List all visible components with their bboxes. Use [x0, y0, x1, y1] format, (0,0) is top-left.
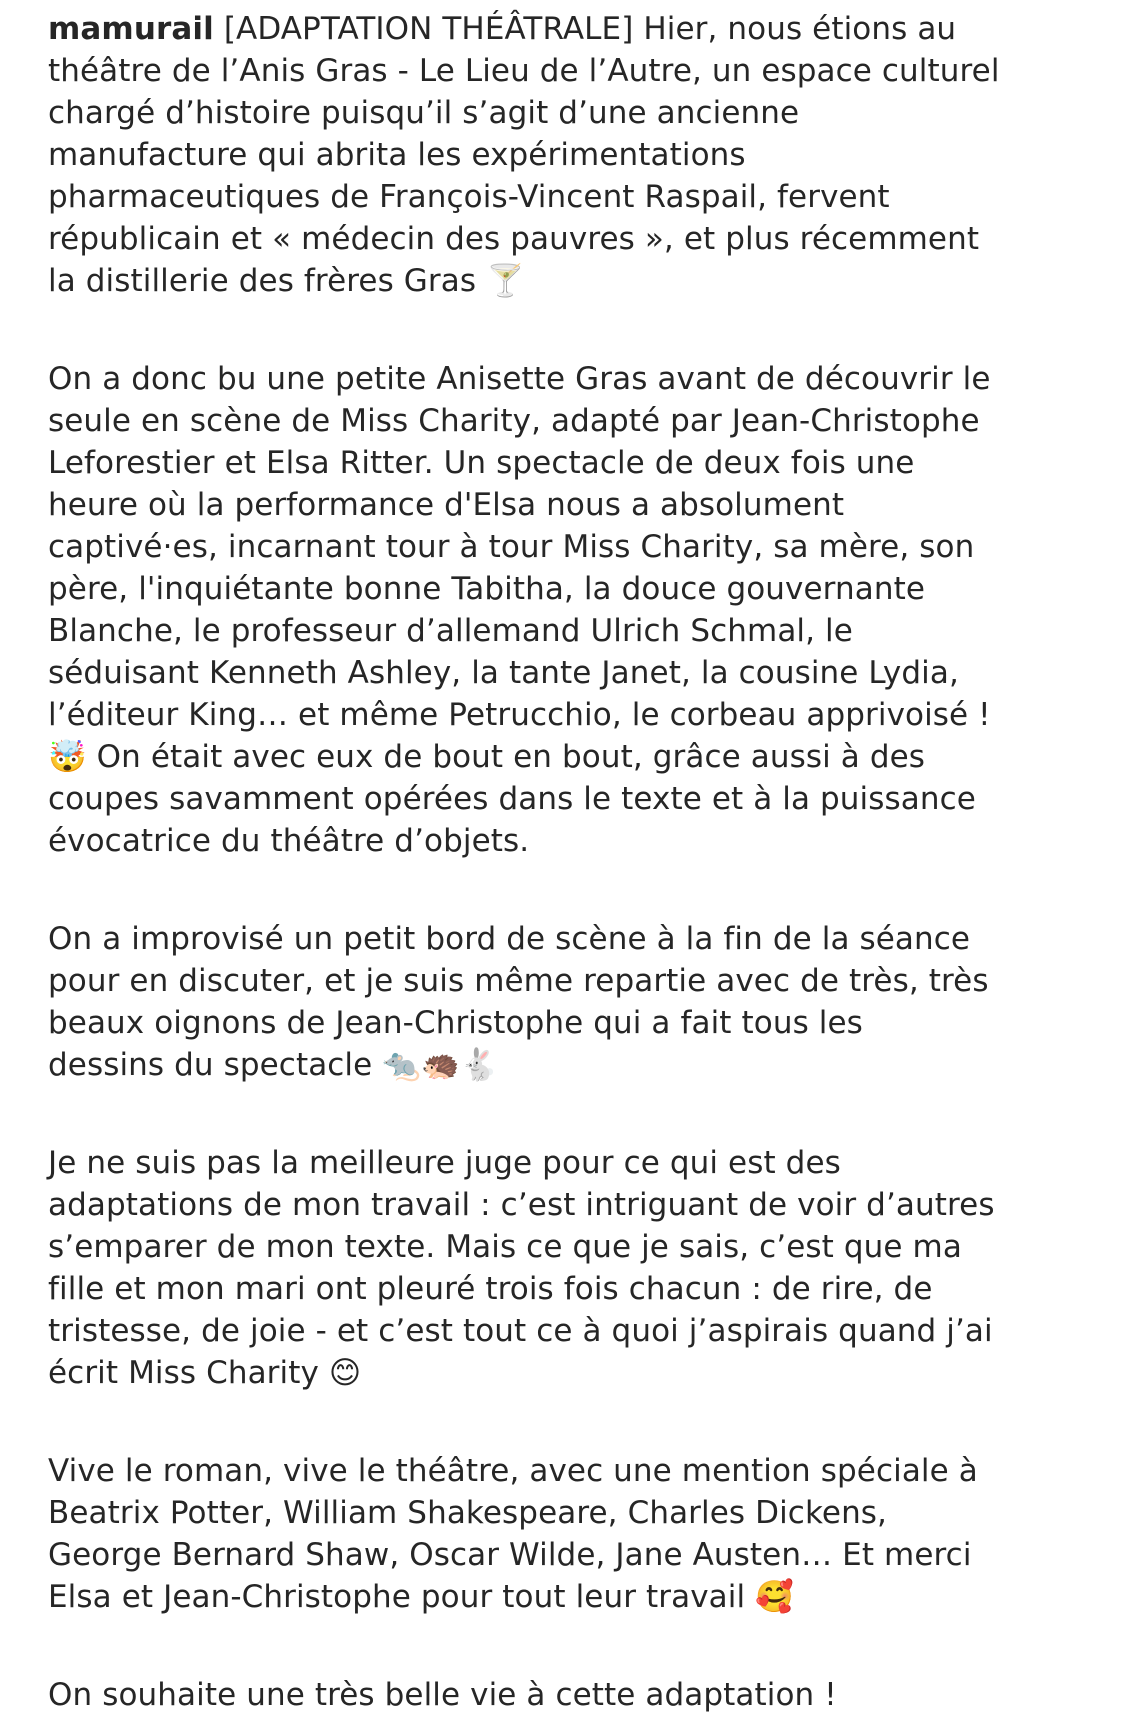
post-caption [48, 8, 1088, 1716]
caption-paragraph-3: On a improvisé un petit bord de scène à la fin de la séance pour en discuter, et je suis même repartie avec de très, très beaux oignons de Jean-Christophe qui a fait tous les dessins du spectacle 🐀🦔🐇 [48, 921, 989, 1083]
caption-text-1: [ADAPTATION THÉÂTRALE] Hier, nous étions au théâtre de l’Anis Gras - Le Lieu de l’Autre, un espace culturel chargé d’histoire puisqu’il s’agit d’une ancienne manufacture qui abrita les expérimentations pharmaceutiques de François-Vincent Raspail, fervent républicain et « médecin des pauvres », et plus récemment la distillerie des frères Gras 🍸 [48, 11, 1000, 299]
caption-paragraph-5: Vive le roman, vive le théâtre, avec une mention spéciale à Beatrix Potter, William Shakespeare, Charles Dickens, George Bernard Shaw, Oscar Wilde, Jane Austen… Et merci Elsa et Jean-Christophe pour tout leur travail 🥰 [48, 1453, 978, 1615]
username-link[interactable]: mamurail [48, 11, 214, 47]
caption-paragraph-2: On a donc bu une petite Anisette Gras avant de découvrir le seule en scène de Miss Charity, adapté par Jean-Christophe Leforestier et Elsa Ritter. Un spectacle de deux fois une heure où la performance d'Elsa nous a absolument captivé·es, incarnant tour à tour Miss Charity, sa mère, son père, l'inquiétante bonne Tabitha, la douce gouvernante Blanche, le professeur d’allemand Ulrich Schmal, le séduisant Kenneth Ashley, la tante Janet, la cousine Lydia, l’éditeur King… et même Petrucchio, le corbeau apprivoisé ! 🤯 On était avec eux de bout en bout, grâce aussi à des coupes savamment opérées dans le texte et à la puissance évocatrice du théâtre d’objets. [48, 361, 991, 859]
caption-paragraph-1 [48, 8, 1088, 302]
caption-paragraph-4: Je ne suis pas la meilleure juge pour ce qui est des adaptations de mon travail : c’est intriguant de voir d’autres s’emparer de mon texte. Mais ce que je sais, c’est que ma fille et mon mari ont pleuré trois fois chacun : de rire, de tristesse, de joie - et c’est tout ce à quoi j’aspirais quand j’ai écrit Miss Charity 😊 [48, 1145, 995, 1391]
caption-paragraph-6: On souhaite une très belle vie à cette adaptation ! [48, 1677, 837, 1713]
